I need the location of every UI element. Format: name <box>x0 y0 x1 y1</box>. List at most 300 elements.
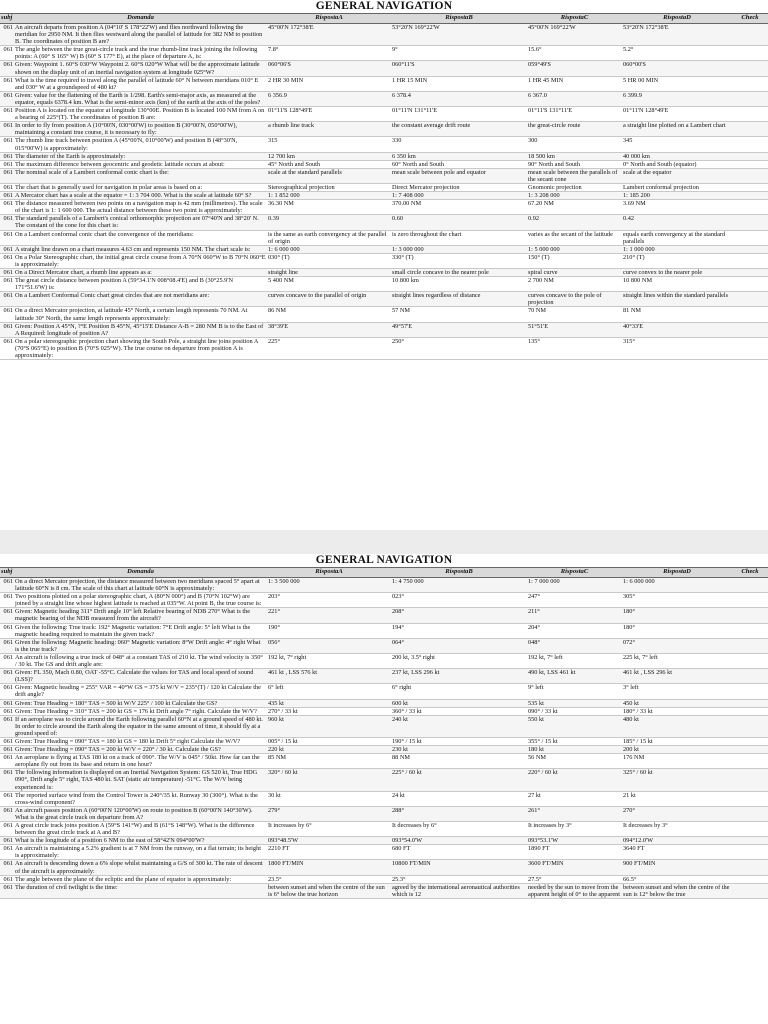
answer-c-cell: varies as the secant of the latitude <box>527 230 622 245</box>
answer-a-cell: straight line <box>267 269 391 277</box>
answer-a-cell: 270° / 33 kt <box>267 707 391 715</box>
subj-cell: 061 <box>0 684 14 699</box>
questions-table <box>0 13 768 360</box>
answer-b-cell: 1 HR 15 MIN <box>391 76 527 91</box>
sheet-title: GENERAL NAVIGATION <box>315 0 453 12</box>
answer-d-cell: 072° <box>622 638 732 653</box>
answer-c-cell: 204° <box>527 623 622 638</box>
subj-cell: 061 <box>0 337 14 359</box>
check-cell <box>732 875 768 883</box>
answer-d-cell: 900 FT/MIN <box>622 860 732 875</box>
question-cell: Given: Waypoint 1. 60°S 030°W Waypoint 2. 60°S 020°W What will be the approximate latitude shown on the display unit of an inertial navigation system at longitude 025°W? <box>14 61 267 76</box>
subj-cell: 061 <box>0 292 14 307</box>
check-cell <box>732 337 768 359</box>
subj-cell: 061 <box>0 192 14 200</box>
subj-cell: 061 <box>0 746 14 754</box>
answer-a-cell: 45°00'N 172°38'E <box>267 24 391 46</box>
subj-cell: 061 <box>0 160 14 168</box>
check-cell <box>732 253 768 268</box>
column-header-answer-d: RispostaD <box>622 14 732 24</box>
answer-b-cell: 6° right <box>391 684 527 699</box>
answer-b-cell: agreed by the international aeronautical authorities which is 12 <box>391 883 527 898</box>
answer-b-cell: 53°20'N 169°22'W <box>391 24 527 46</box>
answer-d-cell: 1: 185 200 <box>622 192 732 200</box>
answer-a-cell: 1: 6 000 000 <box>267 245 391 253</box>
answer-c-cell: 70 NM <box>527 307 622 322</box>
question-row <box>0 608 768 623</box>
subj-cell: 061 <box>0 578 14 593</box>
check-cell <box>732 107 768 122</box>
question-cell: On a Polar Stereographic chart, the initial great circle course from A 70°N 060°W to B 70°N 060°E is approximately: <box>15 253 266 268</box>
check-cell <box>732 137 768 152</box>
subj-cell: 061 <box>0 707 14 715</box>
answer-b-cell: 330° (T) <box>391 253 527 268</box>
question-row <box>0 337 768 359</box>
subj-cell: 061 <box>0 107 14 122</box>
answer-c-cell: 0.92 <box>527 215 622 230</box>
answer-b-cell: 237 kt, LSS 296 kt <box>391 669 527 684</box>
answer-b-cell: the constant average drift route <box>391 122 527 137</box>
question-cell: In order to fly from position A (10°00'N, 030°00'W) to position B (30°00'N, 050°00'W), maintaining a constant true course, it is necessary to fly: <box>14 122 267 137</box>
subj-cell: 061 <box>0 122 14 137</box>
answer-d-cell: 40°33'E <box>622 322 732 337</box>
question-cell: The diameter of the Earth is approximately: <box>14 152 267 160</box>
answer-b-cell: 1: 7 408 000 <box>391 192 527 200</box>
check-cell <box>732 277 768 292</box>
column-header-answer-c: RispostaC <box>527 14 622 24</box>
answer-d-cell: 180° <box>622 608 732 623</box>
answer-a-cell: 45° North and South <box>267 160 391 168</box>
question-cell: Position A is located on the equator at longitude 130°00E. Position B is located 100 NM from A on a bearing of 225°(T). The coordinates of position B are: <box>14 107 267 122</box>
subj-cell: 061 <box>0 230 14 245</box>
question-row <box>0 593 768 608</box>
question-row <box>0 769 768 791</box>
subj-cell: 061 <box>0 322 14 337</box>
answer-c-cell: 535 kt <box>527 699 622 707</box>
answer-c-cell: 45°00'N 169°22'W <box>527 24 622 46</box>
question-cell: The standard parallels of a Lambert's conical orthomorphic projection are 07°40'N and 38°20' N. The constant of the cone for this chart is: <box>14 215 267 230</box>
subj-cell: 061 <box>0 269 14 277</box>
answer-b-cell: 370.00 NM <box>391 200 527 215</box>
question-cell: On a Direct Mercator chart, a rhumb line appears as a: <box>14 269 267 277</box>
question-cell: A great circle track joins position A (59°S 141°W) and B (61°S 148°W). What is the difference between the great circle track at A and B? <box>14 822 267 837</box>
question-cell: Given: True Heading = 180° TAS = 500 kt W/V 225° / 100 kt Calculate the GS? <box>14 699 267 707</box>
answer-d-cell: Lambert conformal projection <box>622 183 732 191</box>
subj-cell: 061 <box>0 653 14 668</box>
question-row <box>0 684 768 699</box>
answer-b-cell: mean scale between pole and equator <box>391 168 527 183</box>
question-row <box>0 168 768 183</box>
answer-c-cell: 27.5° <box>527 875 622 883</box>
answer-c-cell: mean scale between the parallels of the secant cone <box>527 168 622 183</box>
check-cell <box>732 791 768 806</box>
question-row <box>0 269 768 277</box>
answer-b-cell: 250° <box>391 337 527 359</box>
question-row <box>0 669 768 684</box>
answer-d-cell: 270° <box>622 806 732 821</box>
answer-a-cell: 86 NM <box>267 307 391 322</box>
check-cell <box>732 806 768 821</box>
question-cell: Given: True Heading = 090° TAS = 180 kt GS = 180 kt Drift 5° right Calculate the W/V? <box>14 737 267 745</box>
answer-c-cell: 180 kt <box>527 746 622 754</box>
question-row <box>0 245 768 253</box>
answer-b-cell: 1: 3 000 000 <box>391 245 527 253</box>
answer-b-cell: 9° <box>391 46 527 61</box>
answer-b-cell: 288° <box>391 806 527 821</box>
question-cell: A straight line drawn on a chart measures 4.63 cm and represents 150 NM. The chart scale is: <box>14 245 267 253</box>
answer-b-cell: 49°57'E <box>391 322 527 337</box>
questions-body <box>0 24 768 360</box>
check-cell <box>732 769 768 791</box>
column-header-subj: subj <box>0 14 14 24</box>
answer-d-cell: It decreases by 3° <box>622 822 732 837</box>
question-cell: An aircraft is descending down a 6% slope whilst maintaining a G/S of 300 kt. The rate of descent of the aircraft is approximately: <box>14 860 267 875</box>
question-cell: An aircraft departs from position A (04°10' S 178°22'W) and flies northward following the meridian for 2950 NM. It then flies westward along the parallel of latitude for 382 NM to position B. The coordinates of position B are? <box>14 24 267 46</box>
column-header-check: Check <box>732 14 768 24</box>
question-row <box>0 699 768 707</box>
question-cell: The distance measured between two points on a navigation map is 42 mm (millimetres). The scale of the chart is 1: 1 600 000. The actual distance between these two point is approximately: <box>14 200 267 215</box>
answer-d-cell: 21 kt <box>622 791 732 806</box>
answer-c-cell: Gnomonic projection <box>527 183 622 191</box>
answer-c-cell: 093°53.1'W <box>527 837 622 845</box>
answer-b-cell: 225° / 60 kt <box>391 769 527 791</box>
question-cell: On a Lambert conformal conic chart the convergence of the meridians: <box>14 230 267 245</box>
question-cell: An aircraft passes position A (60°00'N 120°00'W) on route to position B (60°00'N 140°30'W). What is the great circle track on departure from A? <box>14 806 267 821</box>
check-cell <box>732 883 768 898</box>
question-cell: An aircraft is following a true track of 048° at a constant TAS of 210 kt. The wind velocity is 350° / 30 kt. The GS and drift angle are: <box>14 653 267 668</box>
answer-a-cell: 12 700 km <box>267 152 391 160</box>
header-row <box>0 14 768 24</box>
question-row <box>0 845 768 860</box>
subj-cell: 061 <box>0 623 14 638</box>
answer-b-cell: 194° <box>391 623 527 638</box>
answer-d-cell: 0.42 <box>622 215 732 230</box>
question-row <box>0 307 768 322</box>
answer-b-cell: 060°11'S <box>391 61 527 76</box>
subj-cell: 061 <box>0 46 14 61</box>
check-cell <box>732 737 768 745</box>
subj-cell: 061 <box>0 24 14 46</box>
check-cell <box>732 61 768 76</box>
answer-c-cell: 550 kt <box>527 715 622 737</box>
check-cell <box>732 192 768 200</box>
answer-d-cell: equals earth convergency at the standard parallels <box>622 230 732 245</box>
column-header-answer-a: RispostaA <box>267 568 391 578</box>
answer-d-cell: curve convex to the nearer pole <box>622 269 732 277</box>
answer-c-cell: 1890 FT <box>527 845 622 860</box>
answer-a-cell: 192 kt, 7° right <box>267 653 391 668</box>
question-row <box>0 46 768 61</box>
answer-c-cell: 211° <box>527 608 622 623</box>
answer-c-cell: curves concave to the pole of projection <box>527 292 622 307</box>
column-header-check: Check <box>732 568 768 578</box>
subj-cell: 061 <box>0 754 14 769</box>
answer-a-cell: 30 kt <box>267 791 391 806</box>
question-row <box>0 737 768 745</box>
question-cell: Given: True Heading = 310° TAS = 200 kt GS = 176 kt Drift angle 7° right. Calculate the W/V? <box>14 707 267 715</box>
header-row <box>0 568 768 578</box>
answer-d-cell: 10 800 NM <box>622 277 732 292</box>
answer-b-cell: 6 350 km <box>391 152 527 160</box>
answer-b-cell: 57 NM <box>391 307 527 322</box>
answer-a-cell: 0.39 <box>267 215 391 230</box>
answer-a-cell: 203° <box>267 593 391 608</box>
answer-a-cell: 461 kt , LSS 576 kt <box>267 669 391 684</box>
question-row <box>0 791 768 806</box>
subj-cell: 061 <box>0 791 14 806</box>
column-header-question: Domanda <box>14 14 267 24</box>
answer-b-cell: 10800 FT/MIN <box>391 860 527 875</box>
question-row <box>0 754 768 769</box>
question-cell: The rhumb line track between position A (45°00'N, 010°00'W) and position B (48°30'N, 015°00'W) is approximately: <box>14 137 267 152</box>
answer-b-cell: 093°54.0'W <box>391 837 527 845</box>
answer-c-cell: 261° <box>527 806 622 821</box>
answer-b-cell: straight lines regardless of distance <box>391 292 527 307</box>
answer-a-cell: 23.5° <box>267 875 391 883</box>
question-row <box>0 822 768 837</box>
answer-c-cell: 56 NM <box>527 754 622 769</box>
answer-a-cell: scale at the standard parallels <box>267 168 391 183</box>
answer-c-cell: 490 kt, LSS 461 kt <box>527 669 622 684</box>
check-cell <box>732 292 768 307</box>
check-cell <box>732 623 768 638</box>
check-cell <box>732 638 768 653</box>
answer-a-cell: 85 NM <box>267 754 391 769</box>
answer-b-cell: 023° <box>391 593 527 608</box>
answer-a-cell: 056° <box>267 638 391 653</box>
question-cell: Given: Magnetic heading = 255° VAR = 40°W GS = 375 kt W/V = 235°(T) / 120 kt Calculate the drift angle? <box>14 684 267 699</box>
column-header-answer-b: RispostaB <box>391 568 527 578</box>
subj-cell: 061 <box>0 875 14 883</box>
subj-cell: 061 <box>0 737 14 745</box>
question-cell: The maximum difference between geocentric and geodetic latitude occurs at about: <box>14 160 267 168</box>
answer-a-cell: 6° left <box>267 684 391 699</box>
question-row <box>0 806 768 821</box>
check-cell <box>732 746 768 754</box>
answer-d-cell: 1: 6 000 000 <box>622 578 732 593</box>
subj-cell: 061 <box>0 137 14 152</box>
question-row <box>0 230 768 245</box>
check-cell <box>732 684 768 699</box>
page-gap <box>0 530 768 554</box>
question-row <box>0 638 768 653</box>
question-row <box>0 61 768 76</box>
subj-cell: 061 <box>0 715 14 737</box>
answer-b-cell: 230 kt <box>391 746 527 754</box>
answer-a-cell: 1: 1 852 000 <box>267 192 391 200</box>
answer-d-cell: 3.69 NM <box>622 200 732 215</box>
question-row <box>0 200 768 215</box>
check-cell <box>732 200 768 215</box>
answer-a-cell: Stereographical projection <box>267 183 391 191</box>
answer-c-cell: 1 HR 45 MIN <box>527 76 622 91</box>
answer-a-cell: 060°06'S <box>267 61 391 76</box>
answer-a-cell: 005° / 15 kt <box>267 737 391 745</box>
question-row <box>0 883 768 898</box>
answer-d-cell: 176 NM <box>622 754 732 769</box>
answer-c-cell: 3600 FT/MIN <box>527 860 622 875</box>
answer-a-cell: curves concave to the parallel of origin <box>267 292 391 307</box>
question-row <box>0 122 768 137</box>
answer-b-cell: 680 FT <box>391 845 527 860</box>
subj-cell: 061 <box>0 806 14 821</box>
answer-c-cell: 27 kt <box>527 791 622 806</box>
check-cell <box>732 578 768 593</box>
answer-b-cell: 190° / 15 kt <box>391 737 527 745</box>
answer-a-cell: 221° <box>267 608 391 623</box>
question-row <box>0 860 768 875</box>
question-cell: If an aeroplane was to circle around the Earth following parallel 60°N at a ground speed of 480 kt. In order to circle around the Earth along the equator in the same amount of time, it should fly at a ground speed of: <box>14 715 267 737</box>
question-cell: The reported surface wind from the Control Tower is 240°/35 kt. Runway 30 (300°). What is the cross-wind component? <box>14 791 267 806</box>
answer-b-cell: 24 kt <box>391 791 527 806</box>
answer-a-cell: 38°39'E <box>267 322 391 337</box>
question-row <box>0 623 768 638</box>
question-cell: What is the time required to travel along the parallel of latitude 60° N between meridians 010° E and 030° W at a groundspeed of 480 kt? <box>14 76 267 91</box>
question-row <box>0 192 768 200</box>
answer-d-cell: 180° <box>622 623 732 638</box>
subj-cell: 061 <box>0 183 14 191</box>
answer-a-cell: 435 kt <box>267 699 391 707</box>
question-row <box>0 715 768 737</box>
answer-c-cell: spiral curve <box>527 269 622 277</box>
answer-c-cell: 1: 7 000 000 <box>527 578 622 593</box>
sheet-title: GENERAL NAVIGATION <box>315 554 453 566</box>
answer-c-cell: 90° North and South <box>527 160 622 168</box>
answer-a-cell: 2 HR 30 MIN <box>267 76 391 91</box>
question-row <box>0 76 768 91</box>
column-header-answer-b: RispostaB <box>391 14 527 24</box>
subj-cell: 061 <box>0 91 14 106</box>
subj-cell: 061 <box>0 669 14 684</box>
answer-d-cell: 01°11'N 128°49'E <box>622 107 732 122</box>
answer-b-cell: small circle concave to the nearer pole <box>391 269 527 277</box>
answer-d-cell: between sunset and when the centre of the sun is 12° below the true <box>622 883 732 898</box>
question-row <box>0 292 768 307</box>
question-row <box>0 277 768 292</box>
answer-a-cell: 225° <box>267 337 391 359</box>
check-cell <box>732 24 768 46</box>
column-header-question: Domanda <box>14 568 267 578</box>
answer-a-cell: 7.8° <box>267 46 391 61</box>
answer-c-cell: 247° <box>527 593 622 608</box>
question-row <box>0 875 768 883</box>
question-cell: Two positions plotted on a polar stereographic chart, A (80°N 000°) and B (70°N 102°W) are joined by a straight line whose highest latitude is reached at 035°W. At point B, the true course is: <box>14 593 267 608</box>
check-cell <box>732 269 768 277</box>
answer-d-cell: 225 kt, 7° left <box>622 653 732 668</box>
check-cell <box>732 322 768 337</box>
question-row <box>0 746 768 754</box>
question-row <box>0 837 768 845</box>
answer-a-cell: 190° <box>267 623 391 638</box>
answer-c-cell: 67.20 NM <box>527 200 622 215</box>
check-cell <box>732 183 768 191</box>
check-cell <box>732 168 768 183</box>
check-cell <box>732 152 768 160</box>
answer-c-cell: 2 700 NM <box>527 277 622 292</box>
column-header-subj: subj <box>0 568 14 578</box>
question-cell: An aeroplane is flying at TAS 180 kt on a track of 090°. The W/V is 045° / 50kt. How far can the aeroplane fly out from its base and return in one hour? <box>14 754 267 769</box>
answer-d-cell: 480 kt <box>622 715 732 737</box>
answer-d-cell: 461 kt , LSS 296 kt <box>622 669 732 684</box>
answer-d-cell: 210° (T) <box>622 253 732 268</box>
answer-d-cell: 1: 1 000 000 <box>622 245 732 253</box>
answer-b-cell: 600 kt <box>391 699 527 707</box>
check-cell <box>732 669 768 684</box>
question-row <box>0 24 768 46</box>
check-cell <box>732 715 768 737</box>
subj-cell: 061 <box>0 307 14 322</box>
question-row <box>0 137 768 152</box>
question-cell: A Mercator chart has a scale at the equator = 1: 3 704 000. What is the scale at latitude 60° S? <box>14 192 267 200</box>
check-cell <box>732 91 768 106</box>
column-header-answer-c: RispostaC <box>527 568 622 578</box>
answer-b-cell: 064° <box>391 638 527 653</box>
answer-d-cell: 6 399.9 <box>622 91 732 106</box>
answer-a-cell: 279° <box>267 806 391 821</box>
subj-cell: 061 <box>0 769 14 791</box>
answer-d-cell: 5.2° <box>622 46 732 61</box>
answer-d-cell: 094°12.0'W <box>622 837 732 845</box>
column-header-answer-d: RispostaD <box>622 568 732 578</box>
answer-b-cell: 330 <box>391 137 527 152</box>
subj-cell: 061 <box>0 837 14 845</box>
question-cell: An aircraft is maintaining a 5.2% gradient is at 7 NM from the runway, on a flat terrain; its height is approximately: <box>14 845 267 860</box>
answer-d-cell: 53°20'N 172°38'E <box>622 24 732 46</box>
questions-table <box>0 567 768 899</box>
subj-cell: 061 <box>0 253 14 268</box>
question-cell: Given the following: True track: 192° Magnetic variation: 7°E Drift angle: 5° left What is the magnetic heading required to maintain the given track? <box>14 623 267 638</box>
answer-d-cell: 325° / 60 kt <box>622 769 732 791</box>
answer-d-cell: 180° / 33 kt <box>622 707 732 715</box>
sheet-2 <box>0 554 768 1024</box>
question-row <box>0 91 768 106</box>
question-row <box>0 578 768 593</box>
subj-cell: 061 <box>0 152 14 160</box>
question-cell: On a Lambert Conformal Conic chart great circles that are not meridians are: <box>14 292 267 307</box>
check-cell <box>732 653 768 668</box>
answer-a-cell: 01°11'S 128°49'E <box>267 107 391 122</box>
answer-c-cell: 192 kt, 7° left <box>527 653 622 668</box>
subj-cell: 061 <box>0 860 14 875</box>
subj-cell: 061 <box>0 245 14 253</box>
questions-body <box>0 578 768 899</box>
question-row <box>0 707 768 715</box>
answer-b-cell: 1: 4 750 000 <box>391 578 527 593</box>
question-cell: Given: Magnetic heading 311° Drift angle 10° left Relative bearing of NDB 270° What is the magnetic bearing of the NDB measured from the aircraft? <box>14 608 267 623</box>
answer-d-cell: 305° <box>622 593 732 608</box>
answer-d-cell: 0° North and South (equator) <box>622 160 732 168</box>
answer-a-cell: 1800 FT/MIN <box>267 860 391 875</box>
question-cell: The nominal scale of a Lambert conformal conic chart is the: <box>14 168 267 183</box>
answer-a-cell: between sunset and when the centre of the sun is 6° below the true horizon <box>267 883 391 898</box>
answer-d-cell: 185° / 15 kt <box>622 737 732 745</box>
subj-cell: 061 <box>0 76 14 91</box>
answer-a-cell: 030° (T) <box>267 253 391 268</box>
answer-a-cell: 315 <box>267 137 391 152</box>
question-cell: Given: FL 350, Mach 0.80, OAT -55°C. Calculate the values for TAS and local speed of sound (LSS)? <box>14 669 267 684</box>
question-cell: The angle between the true great-circle track and the true rhumb-line track joining the following points: A (60° S 165° W) B (60° S 177° E), at the place of departure A, is: <box>14 46 267 61</box>
answer-b-cell: It decreases by 6° <box>391 822 527 837</box>
question-cell: On a direct Mercator projection, at latitude 45° North, a certain length represents 70 NM. At latitude 30° North, the same length represents approximately: <box>14 307 267 322</box>
answer-c-cell: 135° <box>527 337 622 359</box>
answer-c-cell: 6 367.0 <box>527 91 622 106</box>
answer-b-cell: 01°11'N 131°11'E <box>391 107 527 122</box>
answer-c-cell: 9° left <box>527 684 622 699</box>
answer-c-cell: 048° <box>527 638 622 653</box>
answer-d-cell: 060°00'S <box>622 61 732 76</box>
answer-c-cell: 1: 3 208 000 <box>527 192 622 200</box>
answer-d-cell: straight lines within the standard parallels <box>622 292 732 307</box>
